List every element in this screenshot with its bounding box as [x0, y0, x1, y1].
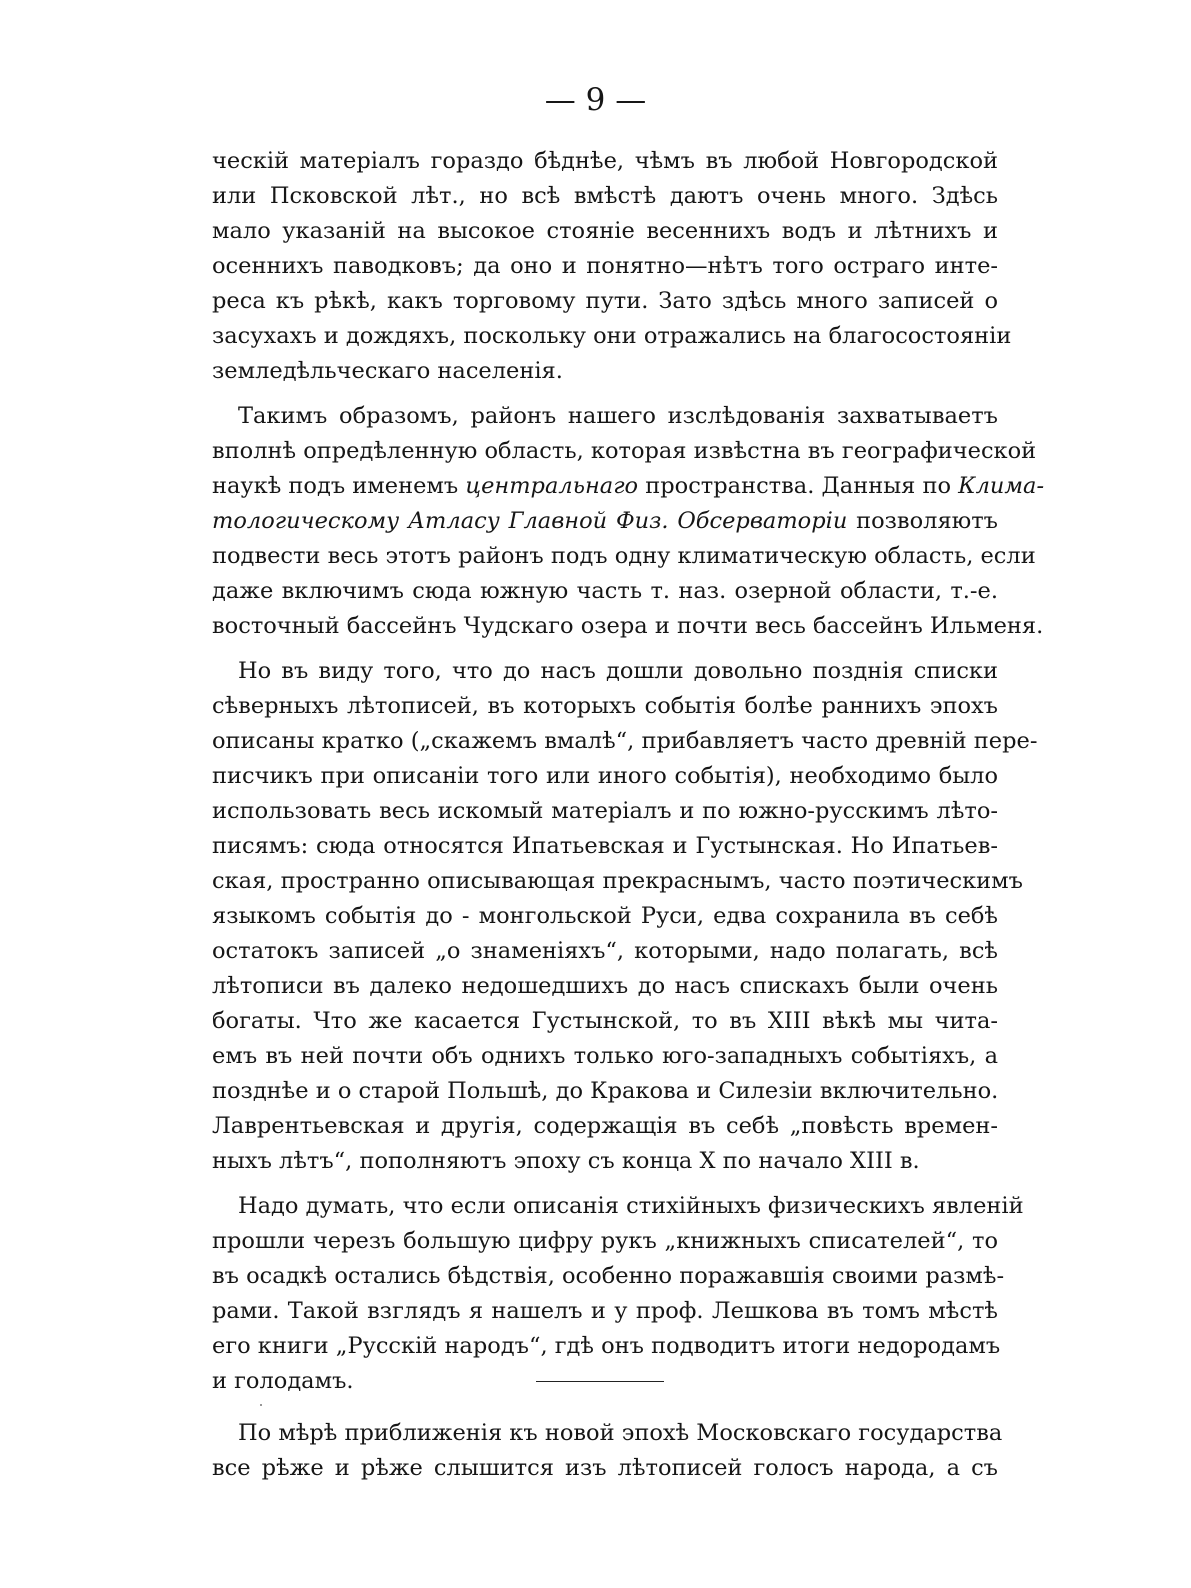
text-line: писчикъ при описаніи того или иного событія), необходимо было: [212, 763, 998, 789]
text-line: позднѣе и о старой Польшѣ, до Кракова и Силезіи включительно.: [212, 1078, 999, 1104]
page-number: — 9 —: [544, 82, 647, 118]
text-line: или Псковской лѣт., но всѣ вмѣстѣ даютъ очень много. Здѣсь: [212, 183, 998, 209]
text-line: его книги „Русскій народъ“, гдѣ онъ подводитъ итоги недородамъ: [212, 1333, 1001, 1359]
text-line: въ осадкѣ остались бѣдствія, особенно поражавшія своими размѣ-: [212, 1263, 1005, 1289]
print-speck: [260, 1404, 262, 1406]
text-line: По мѣрѣ приближенія къ новой эпохѣ Московскаго государства: [238, 1420, 1003, 1446]
text-line: все рѣже и рѣже слышится изъ лѣтописей голосъ народа, а съ: [212, 1455, 998, 1481]
text-line: Но въ виду того, что до насъ дошли довольно позднія списки: [238, 658, 998, 684]
text-line: языкомъ событія до - монгольской Руси, едва сохранила въ себѣ: [212, 903, 998, 929]
text-line: даже включимъ сюда южную часть т. наз. озерной области, т.-е.: [212, 578, 998, 604]
italic-text: центральнаго: [465, 473, 639, 499]
text-line: Надо думать, что если описанія стихійныхъ физическихъ явленій: [238, 1193, 1024, 1219]
text-line: мало указаній на высокое стояніе весеннихъ водъ и лѣтнихъ и: [212, 218, 998, 244]
text-line: использовать весь искомый матеріалъ и по южно-русскимъ лѣто-: [212, 798, 998, 824]
section-divider: [536, 1381, 664, 1382]
text-line: богаты. Что же касается Густынской, то въ XIII вѣкѣ мы чита-: [212, 1008, 998, 1034]
text-line: восточный бассейнъ Чудскаго озера и почти весь бассейнъ Ильменя.: [212, 613, 1044, 639]
text-line: Лаврентьевская и другія, содержащія въ себѣ „повѣсть времен-: [212, 1113, 998, 1139]
text-line: описаны кратко („скажемъ вмалѣ“, прибавляетъ часто древній пере-: [212, 728, 1038, 754]
text-line: осеннихъ паводковъ; да оно и понятно—нѣтъ того остраго инте-: [212, 253, 998, 279]
text-line: сѣверныхъ лѣтописей, въ которыхъ событія болѣе раннихъ эпохъ: [212, 693, 998, 719]
text-line: засухахъ и дождяхъ, поскольку они отражались на благосостояніи: [212, 323, 1012, 349]
italic-text: тологическому Атласу Главной Физ. Обсерваторіи: [212, 508, 848, 534]
text-line: вполнѣ опредѣленную область, которая извѣстна въ географической: [212, 438, 1037, 464]
text-line: Такимъ образомъ, районъ нашего изслѣдованія захватываетъ: [238, 403, 998, 429]
italic-text: Клима-: [958, 473, 1045, 499]
text-line: ская, пространно описывающая прекраснымъ, часто поэтическимъ: [212, 868, 1023, 894]
text-line: тологическому Атласу Главной Физ. Обсерваторіи позволяютъ: [212, 508, 998, 534]
text-line: и голодамъ.: [212, 1368, 354, 1394]
text-line: писямъ: сюда относятся Ипатьевская и Густынская. Но Ипатьев-: [212, 833, 998, 859]
text-line: подвести весь этотъ районъ подъ одну климатическую область, если: [212, 543, 1036, 569]
text-line: реса къ рѣкѣ, какъ торговому пути. Зато здѣсь много записей о: [212, 288, 998, 314]
text-line: ческій матеріалъ гораздо бѣднѣе, чѣмъ въ любой Новгородской: [212, 148, 998, 174]
text-line: наукѣ подъ именемъ центральнаго пространства. Данныя по Клима-: [212, 473, 1045, 499]
text-line: емъ въ ней почти объ однихъ только юго-западныхъ событіяхъ, а: [212, 1043, 998, 1069]
text-line: лѣтописи въ далеко недошедшихъ до насъ спискахъ были очень: [212, 973, 998, 999]
text-line: остатокъ записей „о знаменіяхъ“, которыми, надо полагать, всѣ: [212, 938, 998, 964]
text-line: прошли черезъ большую цифру рукъ „книжныхъ списателей“, то: [212, 1228, 998, 1254]
body-text: [212, 144, 1045, 1399]
text-line: ныхъ лѣтъ“, пополняютъ эпоху съ конца X по начало XIII в.: [212, 1148, 920, 1174]
text-line: рами. Такой взглядъ я нашелъ и у проф. Лешкова въ томъ мѣстѣ: [212, 1298, 998, 1324]
continuation-paragraph: [212, 1416, 1003, 1486]
text-line: земледѣльческаго населенія.: [212, 358, 563, 384]
